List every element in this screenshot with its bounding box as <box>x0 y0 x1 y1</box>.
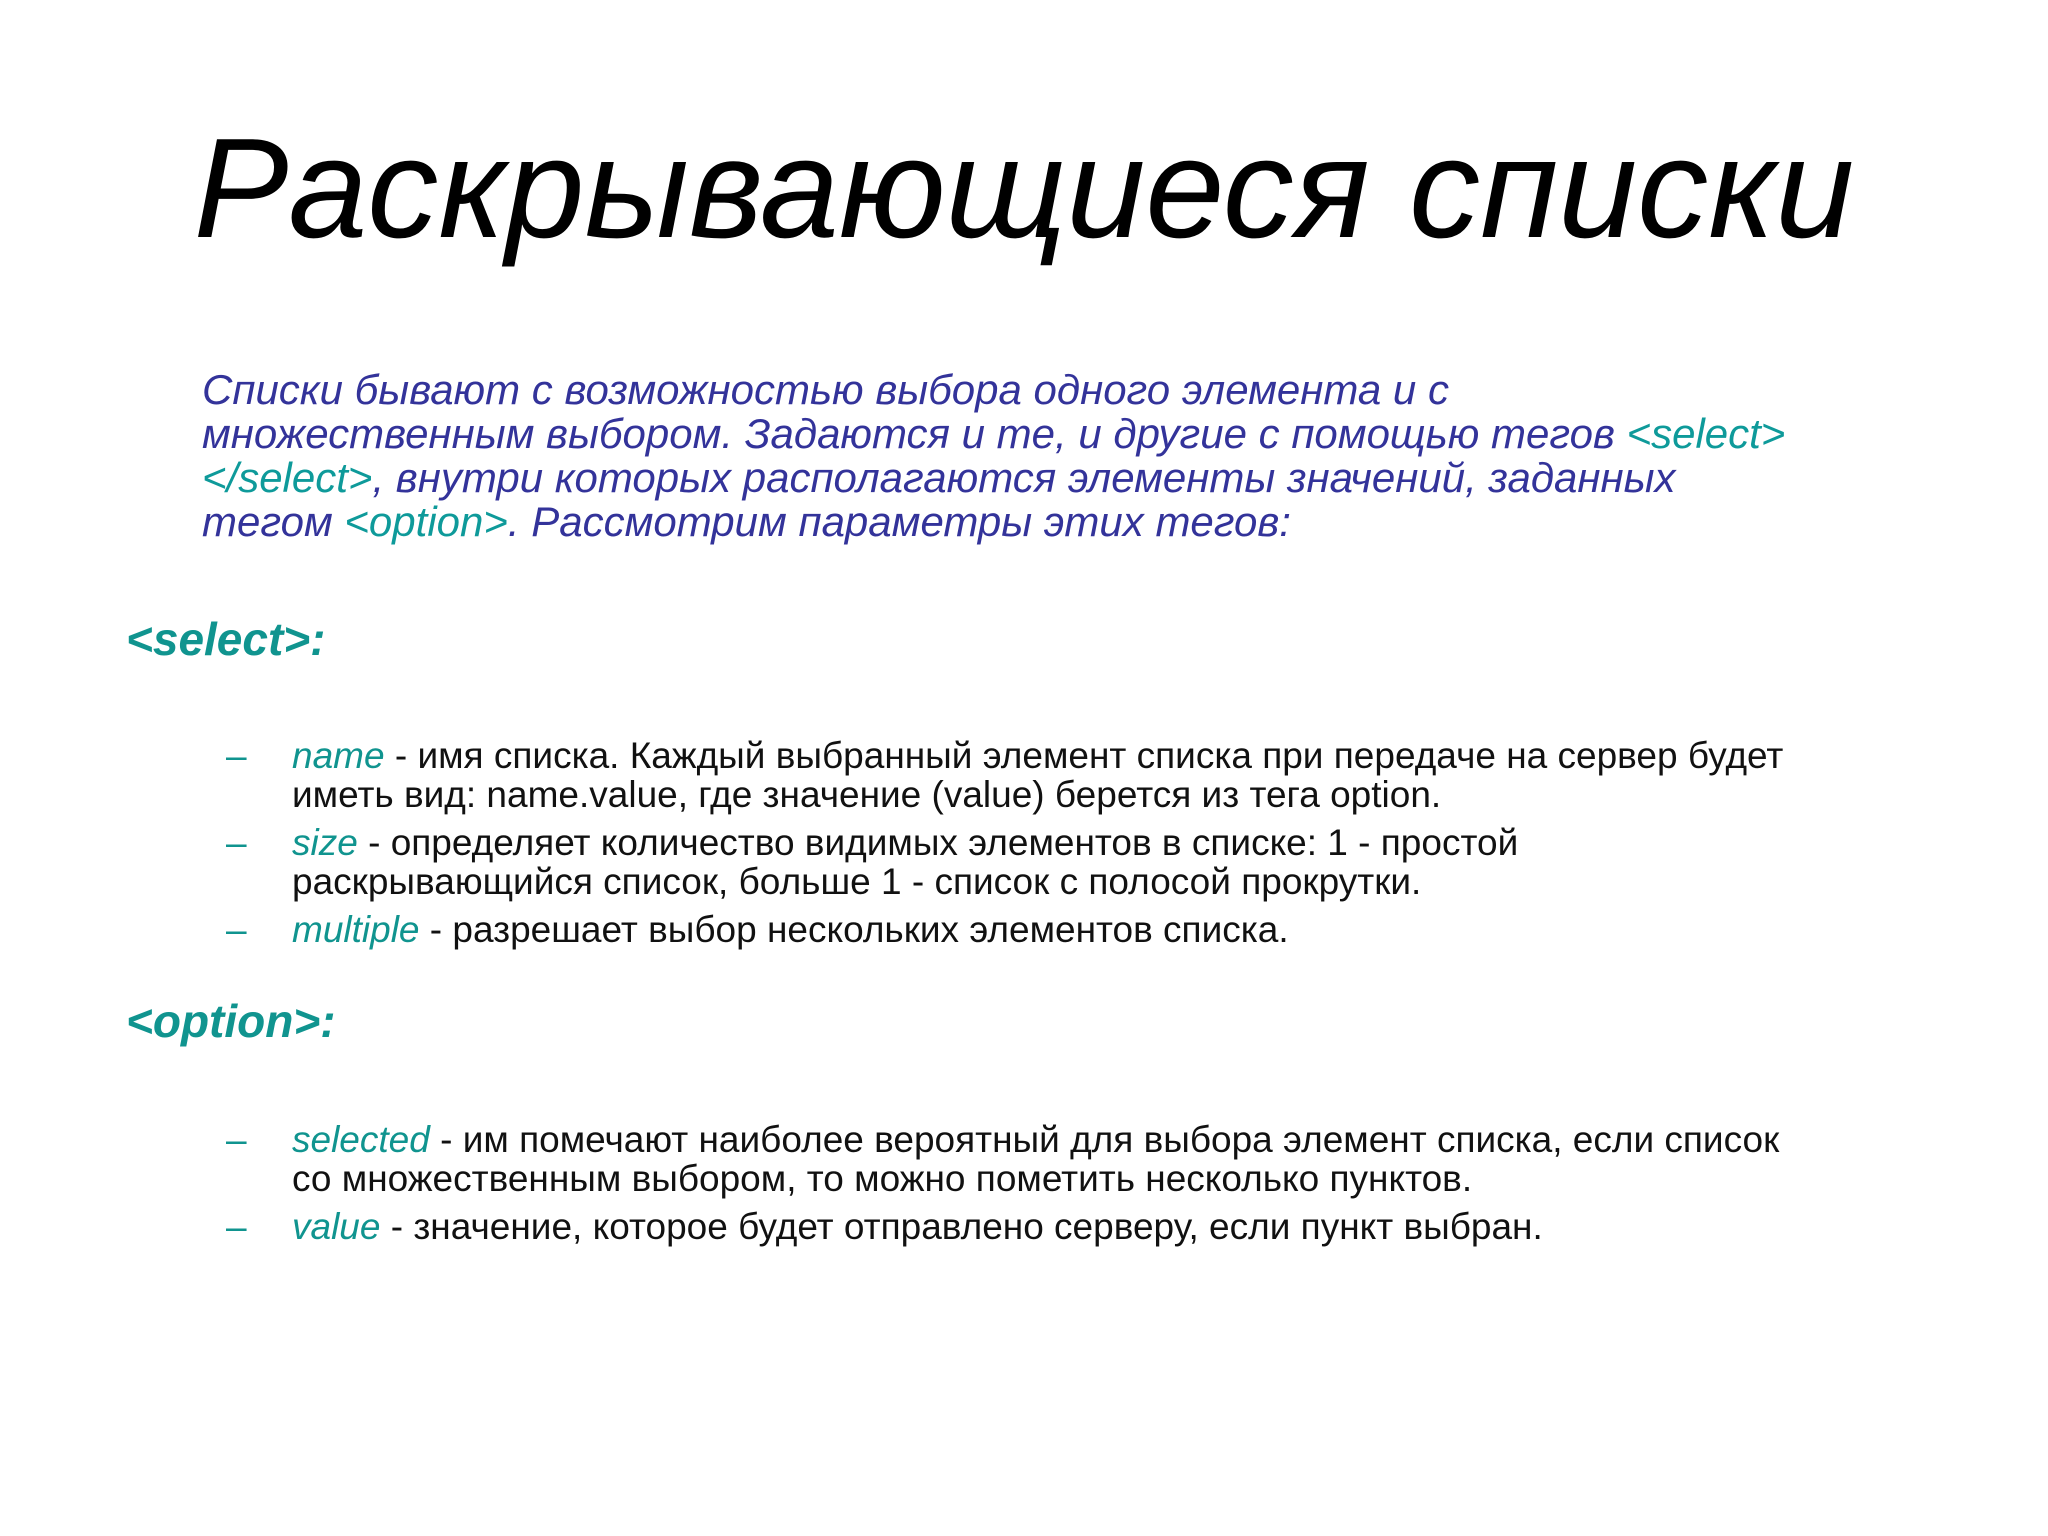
item-line: раскрывающийся список, больше 1 - список с полосой прокрутки. <box>292 861 1422 902</box>
item-line: со множественным выбором, то можно пометить несколько пунктов. <box>292 1158 1473 1199</box>
option-attributes-list <box>226 1120 1946 1255</box>
attribute-term: selected <box>292 1119 430 1160</box>
slide-title: Раскрывающиеся списки <box>193 109 1855 268</box>
attribute-term: value <box>292 1206 381 1247</box>
list-item <box>226 1207 1946 1246</box>
item-line <box>292 1207 1946 1246</box>
intro-line-1 <box>202 368 1962 412</box>
tag-select-open: <select> <box>1626 410 1786 457</box>
tag-select-close: </select> <box>202 454 373 501</box>
item-description: - определяет количество видимых элементов в списке: 1 - простой <box>357 822 1519 863</box>
attribute-term: size <box>292 822 358 863</box>
dash-bullet: – <box>226 1206 247 1247</box>
intro-paragraph <box>202 368 1962 544</box>
attribute-term: multiple <box>292 909 420 950</box>
intro-text: Списки бывают с возможностью выбора одного элемента и с <box>202 366 1449 413</box>
list-item <box>226 910 1946 949</box>
attribute-term: name <box>292 735 385 776</box>
select-attributes-list <box>226 736 1946 958</box>
item-line <box>292 1120 1946 1159</box>
item-line: иметь вид: name.value, где значение (value) берется из тега option. <box>292 774 1442 815</box>
section-heading-option: <option>: <box>126 995 336 1047</box>
list-item <box>226 823 1946 901</box>
dash-bullet: – <box>226 1119 247 1160</box>
item-description: - им помечают наиболее вероятный для выбора элемент списка, если список <box>429 1119 1780 1160</box>
item-line <box>292 823 1946 862</box>
section-heading-select: <select>: <box>126 613 326 665</box>
item-description: - имя списка. Каждый выбранный элемент списка при передаче на сервер будет <box>384 735 1784 776</box>
list-item <box>226 1120 1946 1198</box>
intro-text: тегом <box>202 498 345 545</box>
intro-line-4 <box>202 500 1962 544</box>
tag-option: <option> <box>344 498 508 545</box>
intro-text: множественным выбором. Задаются и те, и другие с помощью тегов <box>202 410 1627 457</box>
item-description: - значение, которое будет отправлено серверу, если пункт выбран. <box>380 1206 1543 1247</box>
item-line <box>292 736 1946 775</box>
item-line <box>292 910 1946 949</box>
list-item <box>226 736 1946 814</box>
item-description: - разрешает выбор нескольких элементов списка. <box>419 909 1289 950</box>
intro-text: . Рассмотрим параметры этих тегов: <box>507 498 1291 545</box>
intro-text: , внутри которых располагаются элементы значений, заданных <box>372 454 1676 501</box>
intro-line-2 <box>202 412 1962 456</box>
intro-line-3 <box>202 456 1962 500</box>
dash-bullet: – <box>226 735 247 776</box>
dash-bullet: – <box>226 909 247 950</box>
dash-bullet: – <box>226 822 247 863</box>
